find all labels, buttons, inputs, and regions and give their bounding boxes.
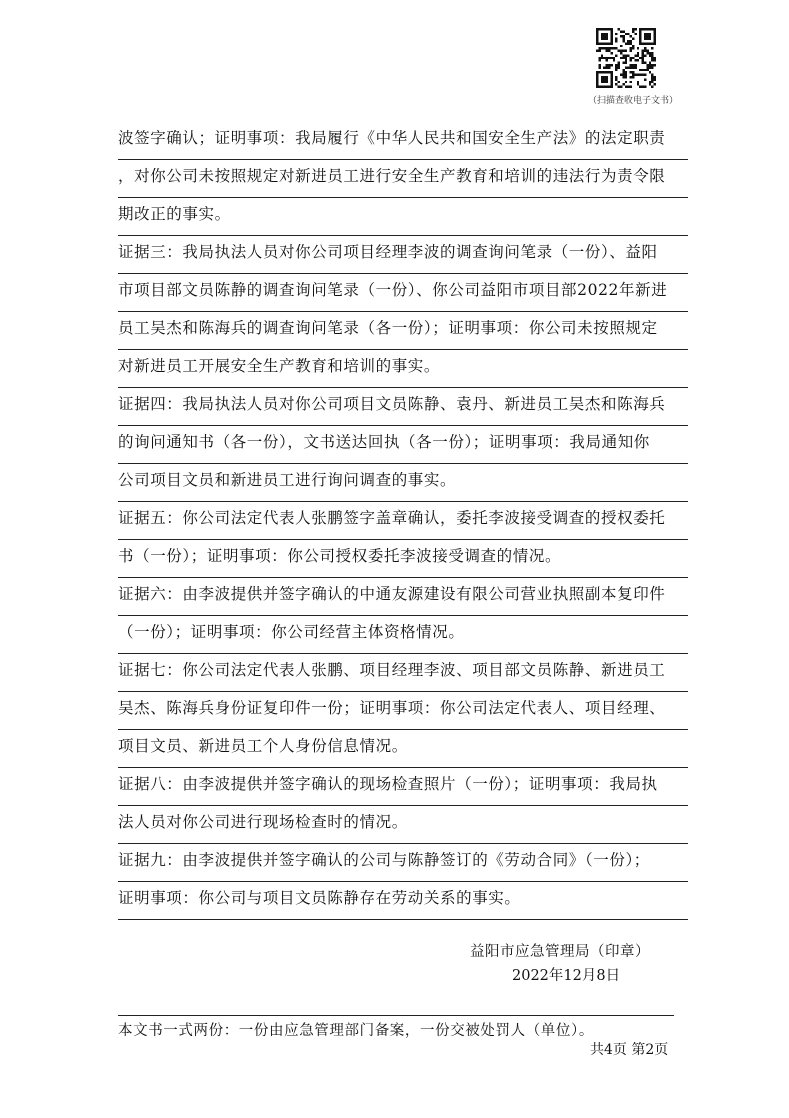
text-line: 证据三：我局执法人员对你公司项目经理李波的调查询问笔录（一份）、益阳 — [118, 236, 688, 274]
text-line: 员工吴杰和陈海兵的调查询问笔录（各一份）；证明事项：你公司未按照规定 — [118, 312, 688, 350]
text-line: 的询问通知书（各一份），文书送达回执（各一份）；证明事项：我局通知你 — [118, 426, 688, 464]
text-line: 法人员对你公司进行现场检查时的情况。 — [118, 806, 688, 844]
text-line: 公司项目文员和新进员工进行询问调查的事实。 — [118, 464, 688, 502]
qr-code[interactable] — [596, 28, 656, 88]
text-line: 吴杰、陈海兵身份证复印件一份；证明事项：你公司法定代表人、项目经理、 — [118, 692, 688, 730]
paragraph — [118, 844, 688, 920]
text-line: 对新进员工开展安全生产教育和培训的事实。 — [118, 350, 688, 388]
paragraph — [118, 388, 688, 502]
text-line: 证据六：由李波提供并签字确认的中通友源建设有限公司营业执照副本复印件 — [118, 578, 688, 616]
paragraph — [118, 236, 688, 388]
footer-note: 本文书一式两份：一份由应急管理部门备案，一份交被处罚人（单位）。 — [118, 1023, 594, 1039]
text-line: 项目文员、新进员工个人身份信息情况。 — [118, 730, 688, 768]
page-number: 共4页 第2页 — [590, 1042, 669, 1058]
footer-divider — [118, 1015, 674, 1016]
text-line: 证明事项：你公司与项目文员陈静存在劳动关系的事实。 — [118, 882, 688, 920]
text-line: 证据九：由李波提供并签字确认的公司与陈静签订的《劳动合同》（一份）； — [118, 844, 688, 882]
paragraph — [118, 768, 688, 844]
qr-code-block — [588, 28, 679, 106]
paragraph — [118, 502, 688, 578]
text-line: 证据四：我局执法人员对你公司项目文员陈静、袁丹、新进员工吴杰和陈海兵 — [118, 388, 688, 426]
paragraph — [118, 654, 688, 768]
text-line: 书（一份）；证明事项：你公司授权委托李波接受调查的情况。 — [118, 540, 688, 578]
text-line: 证据七：你公司法定代表人张鹏、项目经理李波、项目部文员陈静、新进员工 — [118, 654, 688, 692]
text-line: （一份）；证明事项：你公司经营主体资格情况。 — [118, 616, 688, 654]
text-line: 证据五：你公司法定代表人张鹏签字盖章确认，委托李波接受调查的授权委托 — [118, 502, 688, 540]
text-line: ，对你公司未按照规定对新进员工进行安全生产教育和培训的违法行为责令限 — [118, 160, 688, 198]
issue-date: 2022年12月8日 — [512, 968, 621, 984]
text-line: 波签字确认；证明事项：我局履行《中华人民共和国安全生产法》的法定职责 — [118, 122, 688, 160]
text-line: 证据八：由李波提供并签字确认的现场检查照片（一份）；证明事项：我局执 — [118, 768, 688, 806]
document-body — [118, 122, 688, 920]
issuing-organization: 益阳市应急管理局（印章） — [470, 944, 650, 960]
text-line: 期改正的事实。 — [118, 198, 688, 236]
paragraph — [118, 578, 688, 654]
qr-caption: （扫描查收电子文书） — [588, 96, 679, 106]
paragraph — [118, 122, 688, 236]
text-line: 市项目部文员陈静的调查询问笔录（一份）、你公司益阳市项目部2022年新进 — [118, 274, 688, 312]
